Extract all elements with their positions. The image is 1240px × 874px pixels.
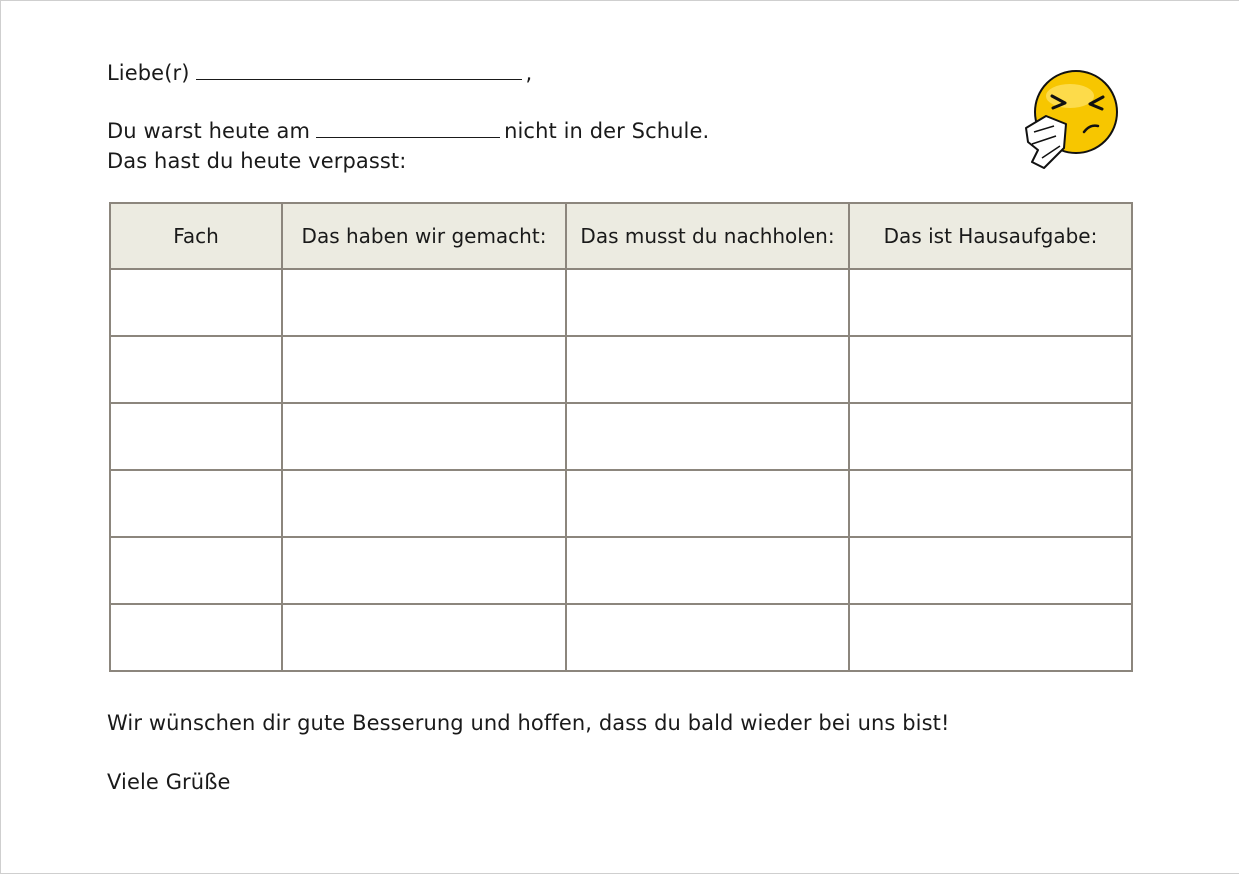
table-row [110, 403, 1132, 470]
header-fach: Fach [110, 203, 282, 269]
table-cell[interactable] [849, 403, 1132, 470]
table-cell[interactable] [849, 336, 1132, 403]
missed-intro: Das hast du heute verpasst: [107, 149, 407, 173]
table-row [110, 336, 1132, 403]
name-blank[interactable] [196, 61, 522, 80]
greeting-suffix: , [525, 61, 533, 85]
table-row [110, 470, 1132, 537]
table-header-row [110, 203, 1132, 269]
greeting-prefix: Liebe(r) [107, 61, 190, 85]
table-cell[interactable] [566, 336, 849, 403]
greeting-line [107, 60, 532, 86]
table-cell[interactable] [849, 470, 1132, 537]
table-cell[interactable] [849, 604, 1132, 671]
table-cell[interactable] [282, 470, 566, 537]
closing-text: Wir wünschen dir gute Besserung und hoffen, dass du bald wieder bei uns bist! [107, 711, 950, 735]
date-blank[interactable] [316, 119, 500, 138]
absence-suffix: nicht in der Schule. [504, 119, 710, 143]
table-row [110, 269, 1132, 336]
table-cell[interactable] [566, 537, 849, 604]
table-cell[interactable] [282, 604, 566, 671]
sneezing-face-icon [1020, 66, 1124, 174]
table-cell[interactable] [566, 470, 849, 537]
absence-line [107, 118, 709, 144]
signoff-text: Viele Grüße [107, 770, 231, 794]
table-cell[interactable] [849, 537, 1132, 604]
table-cell[interactable] [282, 537, 566, 604]
table-cell[interactable] [110, 470, 282, 537]
table-cell[interactable] [566, 604, 849, 671]
header-nachholen: Das musst du nachholen: [566, 203, 849, 269]
table-row [110, 537, 1132, 604]
table-cell[interactable] [282, 269, 566, 336]
header-hausaufgabe: Das ist Hausaufgabe: [849, 203, 1132, 269]
header-gemacht: Das haben wir gemacht: [282, 203, 566, 269]
table-cell[interactable] [110, 537, 282, 604]
table-cell[interactable] [110, 336, 282, 403]
table-row [110, 604, 1132, 671]
table-cell[interactable] [282, 336, 566, 403]
table-cell[interactable] [849, 269, 1132, 336]
table-cell[interactable] [282, 403, 566, 470]
table-cell[interactable] [566, 269, 849, 336]
catch-up-table [109, 202, 1133, 672]
absence-prefix: Du warst heute am [107, 119, 311, 143]
table-cell[interactable] [110, 604, 282, 671]
table-cell[interactable] [110, 403, 282, 470]
table-cell[interactable] [566, 403, 849, 470]
table-cell[interactable] [110, 269, 282, 336]
